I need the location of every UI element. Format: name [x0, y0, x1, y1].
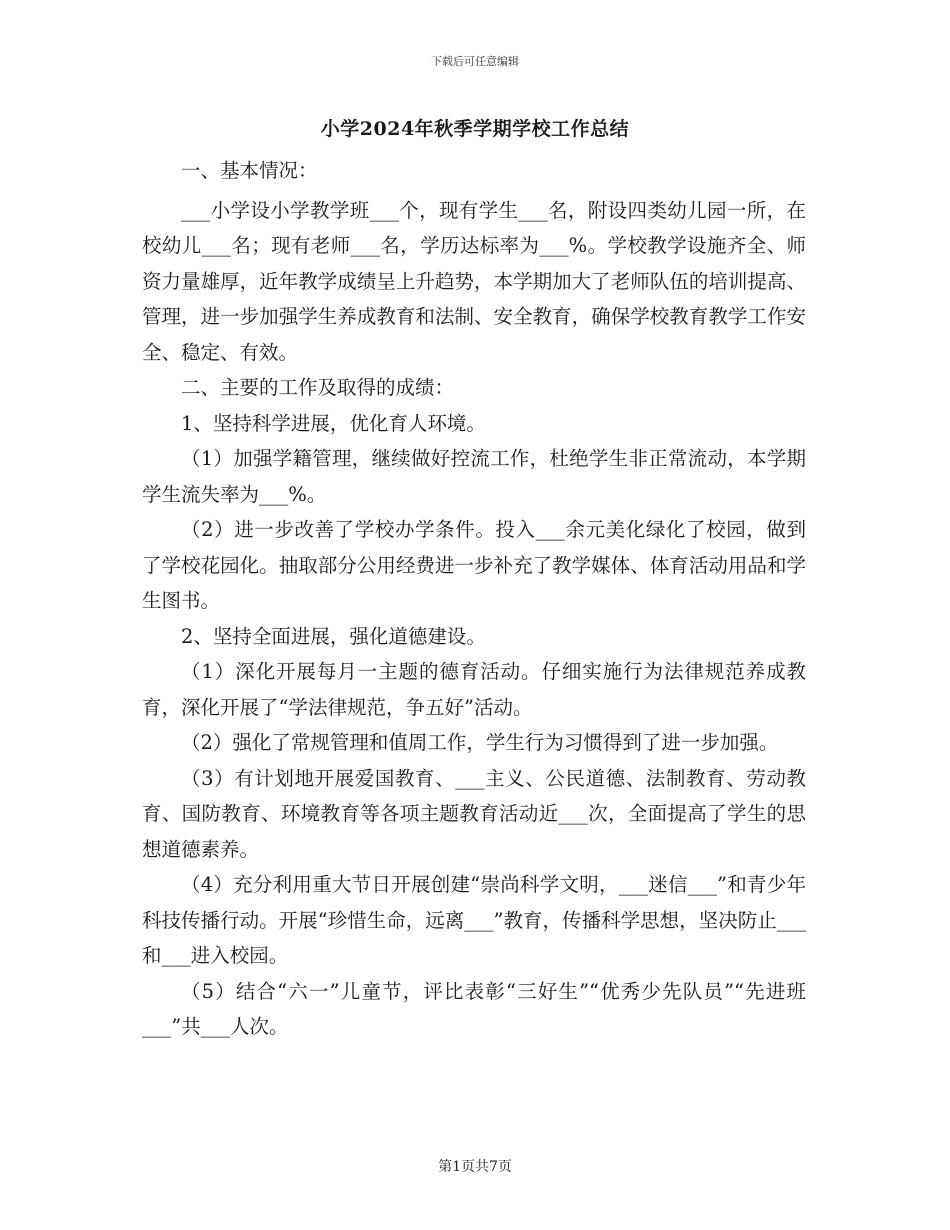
paragraph: （2）进一步改善了学校办学条件。投入___余元美化绿化了校园，做到了学校花园化。抽取部分公用经费进一步补充了教学媒体、体育活动用品和学生图书。 [142, 518, 806, 612]
paragraph: （3）有计划地开展爱国教育、___主义、公民道德、法制教育、劳动教育、国防教育、环境教育等各项主题教育活动近___次，全面提高了学生的思想道德素养。 [142, 766, 806, 861]
paragraph: （4）充分利用重大节日开展创建“崇尚科学文明，___迷信___”和青少年科技传播行动。开展“珍惜生命，远离___”教育，传播科学思想，坚决防止___和___进入校园。 [142, 873, 806, 967]
section-heading-basic-info: 一、基本情况： [181, 159, 318, 182]
subsection-heading: 2、坚持全面进展，强化道德建设。 [181, 624, 486, 648]
subsection-heading: 1、坚持科学进展，优化育人环境。 [181, 411, 486, 435]
paragraph: ___小学设小学教学班___个，现有学生___名，附设四类幼儿园一所，在校幼儿___名；现有老师___名，学历达标率为___%。学校教学设施齐全、师资力量雄厚，近年教学成绩呈上升趋势，本学期加大了老师队伍的培训提高、管理，进一步加强学生养成教育和法制、安全教育，确保学校教育教学工作安全、稳定、有效。 [142, 198, 806, 364]
header-note: 下载后可任意编辑 [431, 55, 519, 68]
page-number: 第1页共7页 [438, 1159, 512, 1175]
paragraph: （2）强化了常规管理和值周工作，学生行为习惯得到了进一步加强。 [181, 731, 779, 754]
section-heading-main-work: 二、主要的工作及取得的成绩： [181, 376, 455, 399]
document-title: 小学2024年秋季学期学校工作总结 [320, 118, 630, 140]
paragraph: （1）深化开展每月一主题的德育活动。仔细实施行为法律规范养成教育，深化开展了“学法律规范，争五好”活动。 [142, 660, 806, 719]
paragraph: （5）结合“六一”儿童节，评比表彰“三好生”“优秀少先队员”“先进班___”共___人次。 [142, 979, 806, 1038]
paragraph: （1）加强学籍管理，继续做好控流工作，杜绝学生非正常流动，本学期学生流失率为___%。 [142, 447, 806, 506]
document-body [142, 153, 806, 1045]
